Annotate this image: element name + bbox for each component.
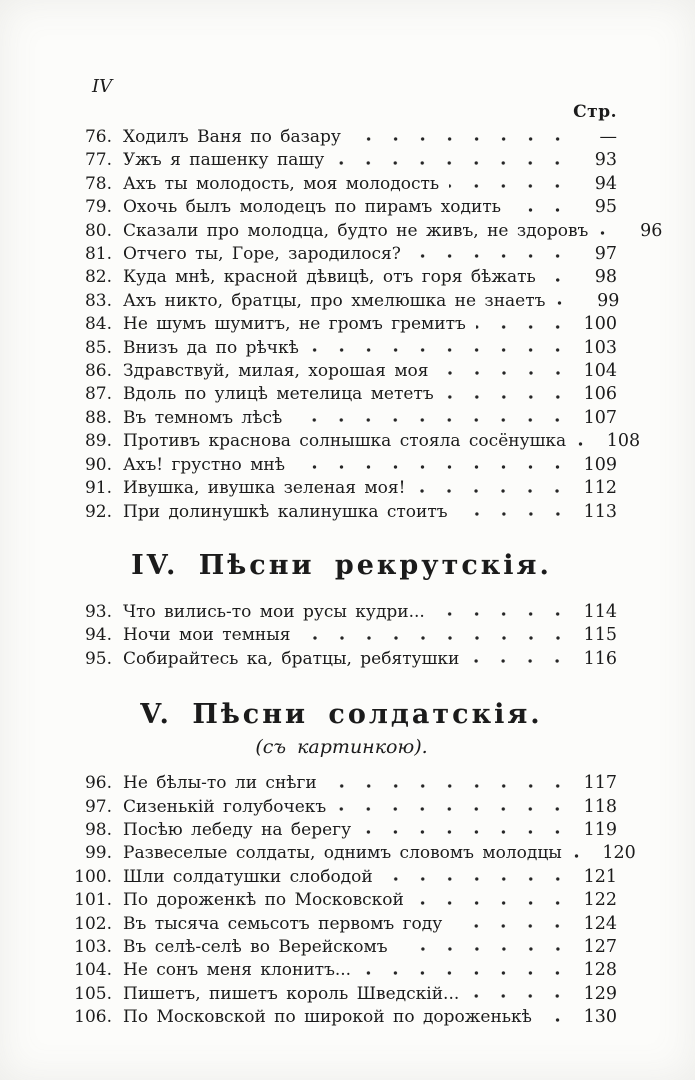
toc-entry-row xyxy=(66,407,617,430)
toc-entry-number: 79. xyxy=(84,197,112,218)
toc-entry-number: 92. xyxy=(84,501,112,522)
toc-entry-row xyxy=(66,648,617,671)
toc-entries-group-3 xyxy=(66,772,636,1029)
dot-leader xyxy=(452,913,571,936)
dot-leader xyxy=(295,454,571,477)
toc-entry-page: 108 xyxy=(606,431,641,452)
toc-entry-row xyxy=(66,337,617,360)
toc-entry-title: Въ селѣ-селѣ во Верейскомъ xyxy=(123,936,388,957)
toc-entry-number: 85. xyxy=(84,337,112,358)
toc-entry-title: Ахъ ты молодость, моя молодость xyxy=(123,173,440,194)
toc-entry-title: Отчего ты, Горе, зародилося? xyxy=(123,244,401,265)
toc-entry-row xyxy=(66,126,617,149)
dot-leader xyxy=(334,149,571,172)
toc-entry-row xyxy=(66,477,617,500)
toc-entry-row xyxy=(66,913,617,936)
dot-leader xyxy=(327,772,571,795)
toc-entry-number: 102. xyxy=(74,913,112,934)
toc-entry-title: Собирайтесь ка, братцы, ребятушки xyxy=(123,648,460,669)
toc-entry-page: 100 xyxy=(583,314,617,335)
toc-entry-title: По дороженкѣ по Московской xyxy=(123,890,404,911)
toc-entry-title: Ужъ я пашенку пашу xyxy=(123,150,325,171)
toc-entry-page: 94 xyxy=(594,173,617,194)
toc-entries-group-2 xyxy=(66,601,617,671)
toc-entry-number: 77. xyxy=(84,150,112,171)
toc-entry-row xyxy=(66,430,641,453)
dot-leader xyxy=(469,983,571,1006)
toc-entry-row xyxy=(66,173,617,196)
toc-entry-page: 104 xyxy=(583,361,617,382)
dot-leader xyxy=(414,889,571,912)
toc-entry-page: 98 xyxy=(594,267,617,288)
toc-entry-page: 95 xyxy=(594,197,617,218)
toc-entry-title: Ходилъ Ваня по базару xyxy=(123,127,341,147)
page-folio-number: IV xyxy=(92,76,113,97)
dot-leader xyxy=(449,173,571,196)
toc-entry-title: Ахъ! грустно мнѣ xyxy=(123,454,286,475)
toc-entry-page: 103 xyxy=(583,337,617,358)
toc-entry-row xyxy=(66,383,617,406)
toc-entry-title: Вдоль по улицѣ метелица мететъ xyxy=(123,384,434,405)
dot-leader xyxy=(542,1006,571,1029)
toc-entry-row xyxy=(66,959,617,982)
toc-entry-title: Внизъ да по рѣчкѣ xyxy=(123,337,299,358)
dot-leader xyxy=(476,313,571,336)
toc-entry-number: 86. xyxy=(84,361,112,382)
toc-entry-page: 115 xyxy=(583,625,617,646)
toc-entry-page: — xyxy=(599,127,617,147)
toc-entry-number: 97. xyxy=(84,796,112,817)
dot-leader xyxy=(398,936,571,959)
toc-entry-row xyxy=(66,936,617,959)
toc-entry-row xyxy=(66,624,617,647)
toc-entry-number: 80. xyxy=(84,220,112,241)
toc-entry-title: Шли солдатушки слободой xyxy=(123,866,373,887)
toc-entry-number: 106. xyxy=(74,1007,112,1028)
toc-entry-number: 83. xyxy=(84,290,112,311)
toc-entry-number: 93. xyxy=(84,601,112,622)
toc-entry-page: 99 xyxy=(597,290,620,311)
dot-leader xyxy=(444,383,571,406)
toc-entry-number: 76. xyxy=(84,127,112,147)
toc-entry-number: 103. xyxy=(74,936,112,957)
toc-entry-number: 105. xyxy=(74,983,112,1004)
dot-leader xyxy=(511,196,571,219)
toc-entry-title: Что вились-то мои русы кудри... xyxy=(123,601,425,622)
toc-entry-title: Противъ краснова солнышка стояла сосёнушка xyxy=(123,431,567,452)
toc-entry-row xyxy=(66,866,617,889)
toc-entry-row xyxy=(66,290,620,313)
dot-leader xyxy=(415,477,571,500)
toc-entry-page: 130 xyxy=(583,1007,617,1028)
toc-entry-page: 122 xyxy=(583,890,617,911)
dot-leader xyxy=(598,220,616,243)
toc-entry-title: Ахъ никто, братцы, про хмелюшка не знаетъ xyxy=(123,290,546,311)
toc-entry-page: 107 xyxy=(583,407,617,428)
dot-leader xyxy=(458,501,571,524)
toc-entry-page: 118 xyxy=(583,796,617,817)
toc-entry-title: Развеселые солдаты, однимъ словомъ молодцы xyxy=(123,843,562,864)
toc-entry-title: Куда мнѣ, красной дѣвицѣ, отъ горя бѣжать xyxy=(123,267,536,288)
dot-leader xyxy=(411,243,571,266)
toc-entry-row xyxy=(66,501,617,524)
toc-entry-title: Въ тысяча семьсотъ первомъ году xyxy=(123,913,443,934)
toc-entry-title: Ивушка, ивушка зеленая моя! xyxy=(123,478,406,499)
toc-entry-number: 82. xyxy=(84,267,112,288)
toc-entry-page: 96 xyxy=(640,220,663,241)
toc-entry-page: 128 xyxy=(583,960,617,981)
toc-entry-title: Пишетъ, пишетъ король Шведскій... xyxy=(123,983,460,1004)
toc-entry-number: 88. xyxy=(84,407,112,428)
dot-leader xyxy=(292,407,571,430)
toc-entry-title: Посѣю лебеду на берегу xyxy=(123,819,352,840)
toc-entry-row xyxy=(66,360,617,383)
toc-entry-title: При долинушкѣ калинушка стоитъ xyxy=(123,501,448,522)
dot-leader xyxy=(435,601,571,624)
toc-entry-number: 95. xyxy=(84,648,112,669)
dot-leader xyxy=(309,337,571,360)
toc-entry-page: 119 xyxy=(583,819,617,840)
toc-entry-title: Не сонъ меня клонитъ... xyxy=(123,960,352,981)
toc-entry-row xyxy=(66,772,617,795)
toc-entry-page: 116 xyxy=(583,648,617,669)
toc-entry-number: 100. xyxy=(74,866,112,887)
toc-entry-row xyxy=(66,819,617,842)
toc-entry-title: По Московской по широкой по дороженькѣ xyxy=(123,1007,532,1028)
toc-entry-page: 120 xyxy=(602,843,636,864)
dot-leader xyxy=(361,959,571,982)
toc-entry-row xyxy=(66,220,663,243)
toc-entry-number: 96. xyxy=(84,773,112,794)
toc-entry-number: 89. xyxy=(84,431,112,452)
toc-entry-row xyxy=(66,889,617,912)
dot-leader xyxy=(301,624,572,647)
toc-entry-number: 94. xyxy=(84,625,112,646)
toc-entry-title: Охочь былъ молодецъ по пирамъ ходить xyxy=(123,197,501,218)
toc-entry-title: Здравствуй, милая, хорошая моя xyxy=(123,361,429,382)
toc-entry-number: 101. xyxy=(74,890,112,911)
dot-leader xyxy=(576,430,594,453)
toc-entry-page: 127 xyxy=(583,936,617,957)
dot-leader xyxy=(351,126,571,149)
toc-entry-number: 99. xyxy=(84,843,112,864)
section-subtitle-with-picture: (съ картинкою). xyxy=(255,736,428,759)
toc-entry-title: Не бѣлы-то ли снѣги xyxy=(123,773,317,794)
toc-entry-title: Сказали про молодца, будто не живъ, не здоровъ xyxy=(123,220,589,241)
toc-entry-row xyxy=(66,796,617,819)
toc-entry-row xyxy=(66,149,617,172)
toc-entry-page: 109 xyxy=(583,454,617,475)
dot-leader xyxy=(469,648,571,671)
toc-entry-page: 117 xyxy=(583,773,617,794)
dot-leader xyxy=(439,360,572,383)
toc-entry-title: Ночи мои темныя xyxy=(123,625,291,646)
toc-entry-title: Въ темномъ лѣсѣ xyxy=(123,407,283,428)
dot-leader xyxy=(546,266,571,289)
toc-entry-page: 113 xyxy=(583,501,617,522)
toc-entry-number: 78. xyxy=(84,173,112,194)
section-heading-soldier-songs: V. Пѣсни солдатскія. xyxy=(140,699,543,731)
dot-leader xyxy=(336,796,571,819)
toc-entry-number: 104. xyxy=(74,960,112,981)
toc-entry-page: 112 xyxy=(583,478,617,499)
toc-entry-number: 81. xyxy=(84,244,112,265)
toc-entry-row xyxy=(66,454,617,477)
toc-entry-row xyxy=(66,196,617,219)
toc-entry-page: 114 xyxy=(583,601,617,622)
dot-leader xyxy=(555,290,573,313)
section-heading-recruit-songs: IV. Пѣсни рекрутскія. xyxy=(131,549,552,581)
toc-entry-row xyxy=(66,1006,617,1029)
dot-leader xyxy=(572,842,590,865)
toc-entry-page: 129 xyxy=(583,983,617,1004)
toc-entry-title: Не шумъ шумитъ, не громъ гремитъ xyxy=(123,314,466,335)
dot-leader xyxy=(383,866,571,889)
page-column-header: Стр. xyxy=(573,102,617,122)
toc-entry-page: 93 xyxy=(594,150,617,171)
dot-leader xyxy=(361,819,571,842)
toc-entry-page: 106 xyxy=(583,384,617,405)
toc-entry-page: 97 xyxy=(594,244,617,265)
toc-entry-number: 87. xyxy=(84,384,112,405)
toc-entry-page: 121 xyxy=(583,866,617,887)
toc-entry-row xyxy=(66,266,617,289)
toc-entry-row xyxy=(66,601,617,624)
toc-entry-number: 98. xyxy=(84,819,112,840)
toc-entry-row xyxy=(66,983,617,1006)
toc-entry-row xyxy=(66,313,617,336)
toc-entry-page: 124 xyxy=(583,913,617,934)
toc-entry-number: 84. xyxy=(84,314,112,335)
toc-entries-group-1 xyxy=(66,126,663,524)
toc-entry-title: Сизенькій голубочекъ xyxy=(123,796,327,817)
toc-entry-row xyxy=(66,243,617,266)
toc-entry-number: 91. xyxy=(84,478,112,499)
toc-entry-row xyxy=(66,842,636,865)
toc-entry-number: 90. xyxy=(84,454,112,475)
